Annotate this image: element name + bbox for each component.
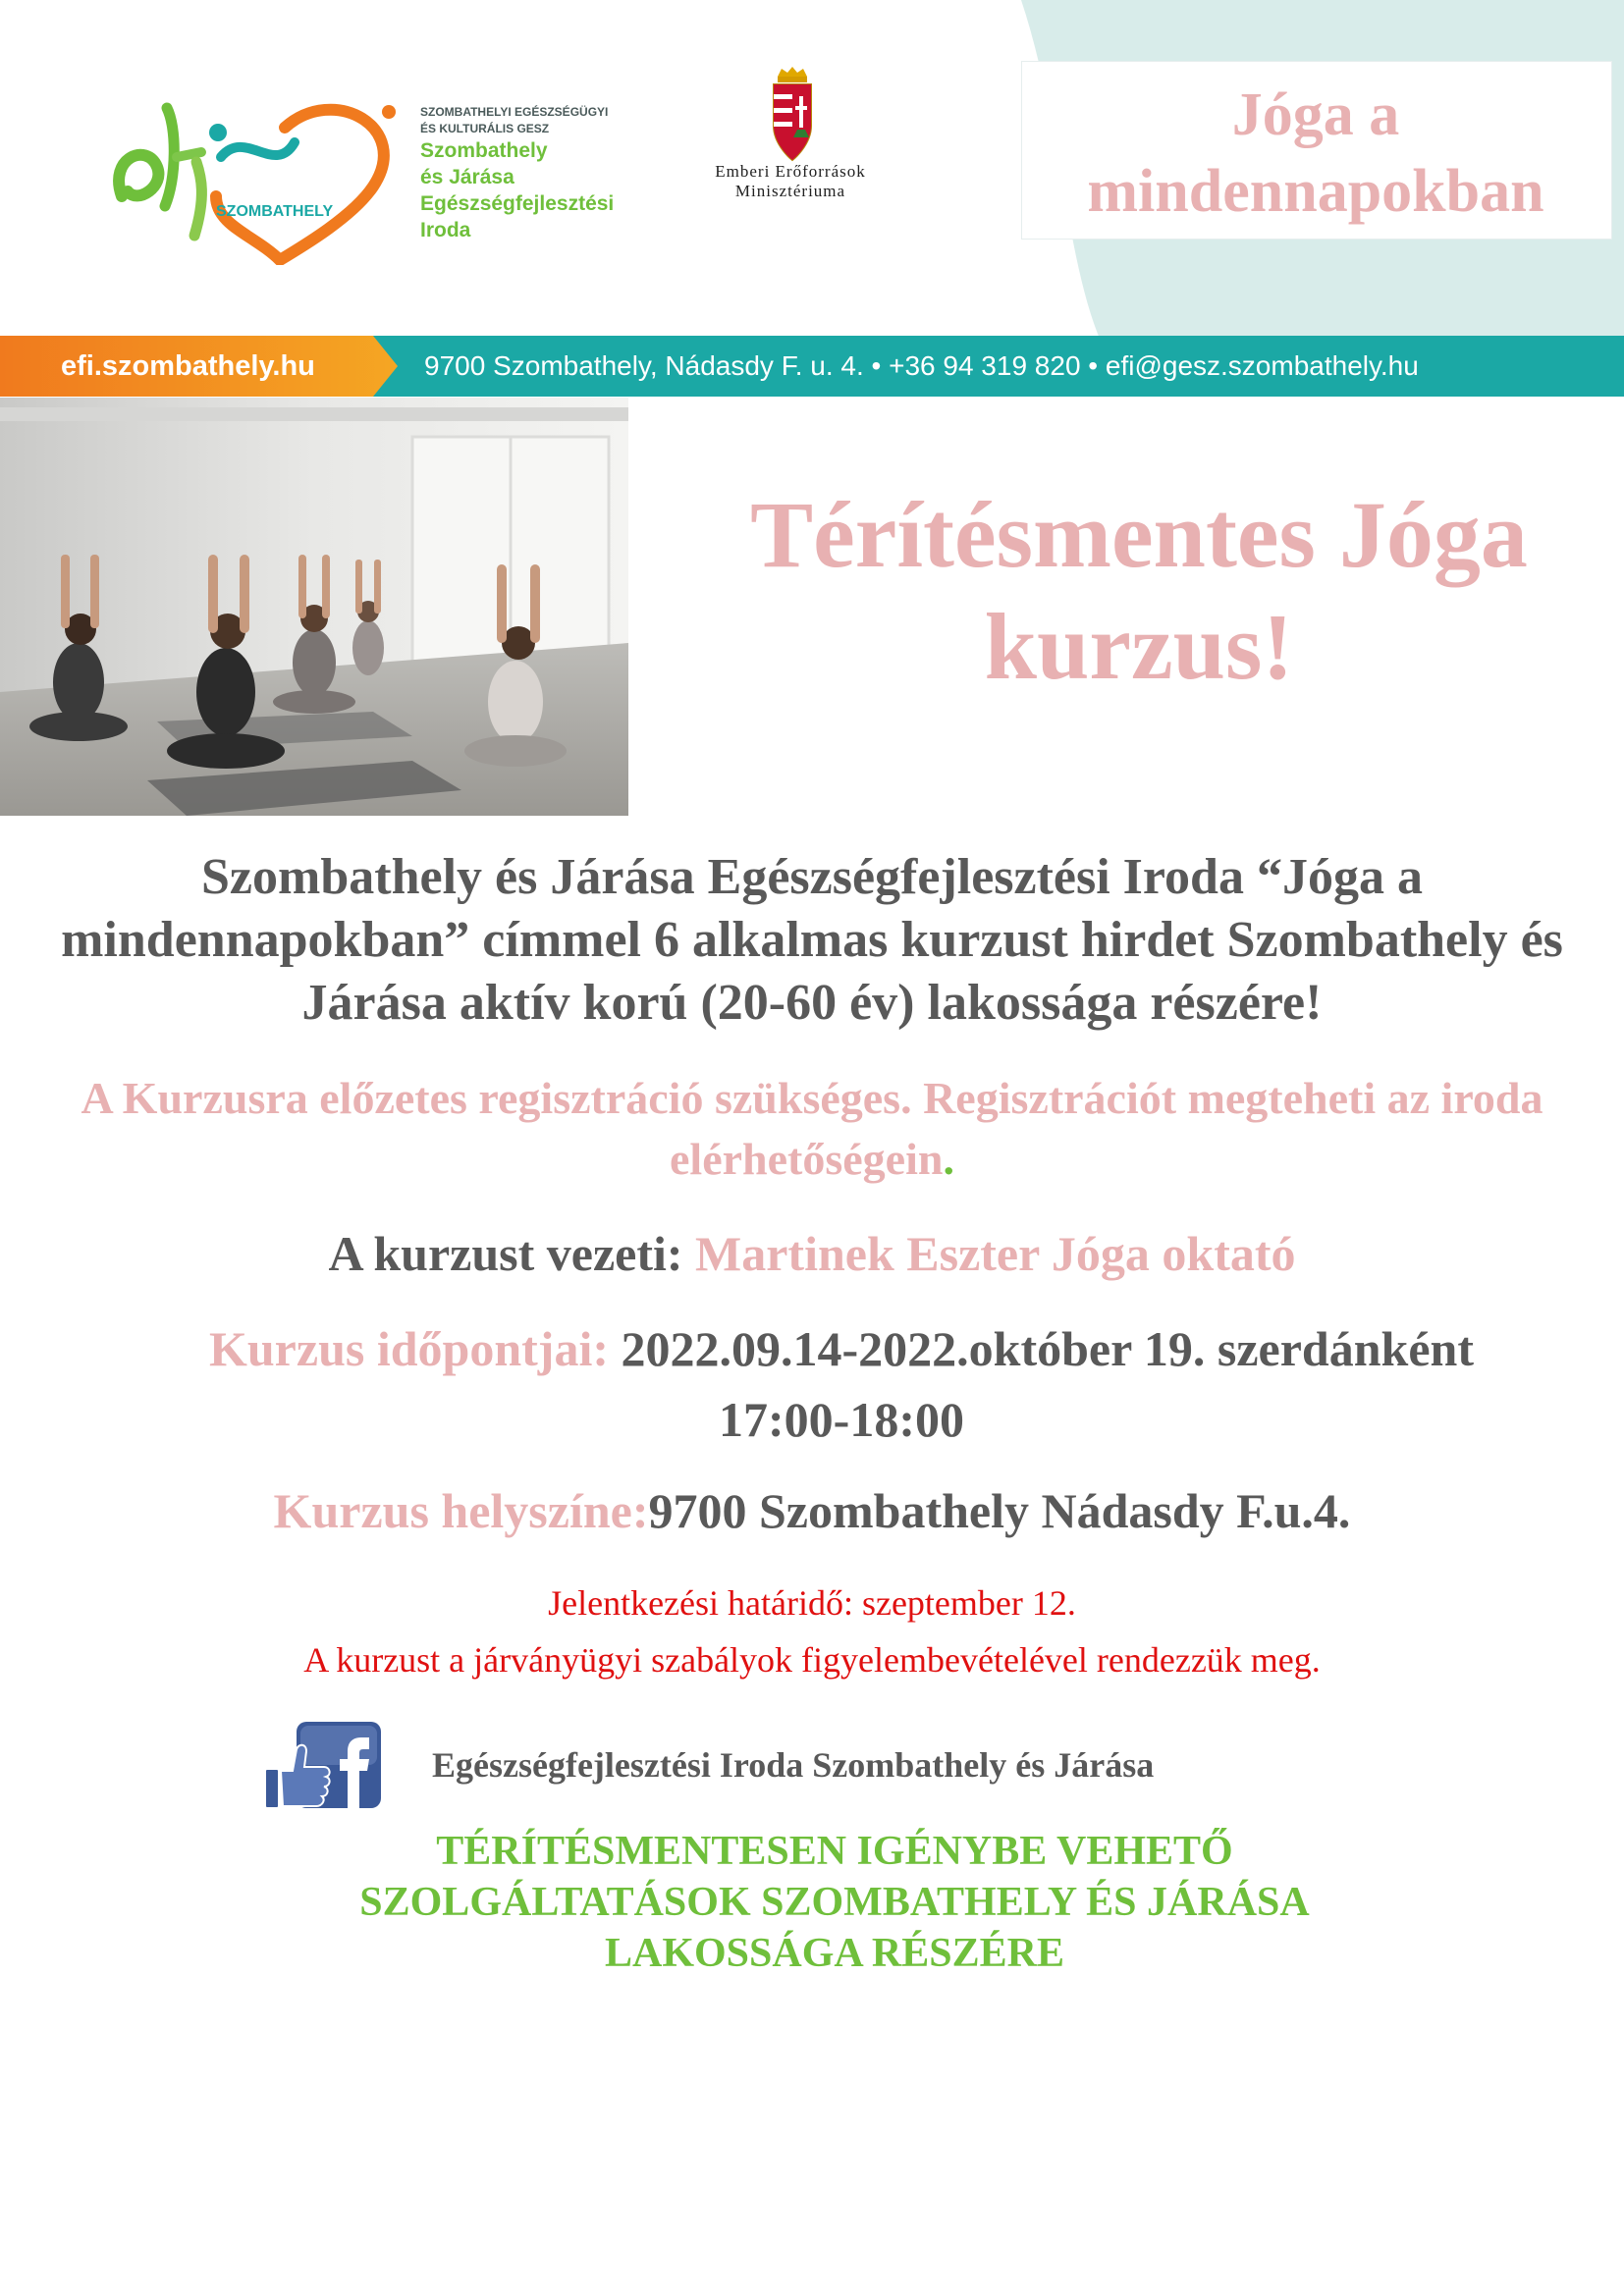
hungarian-crest-icon: [770, 67, 815, 165]
venue-label: Kurzus helyszíne:: [273, 1483, 649, 1538]
headline: Térítésmentes Jóga kurzus!: [750, 482, 1528, 699]
org-green-line: és Járása: [420, 166, 514, 188]
footer-line: TÉRÍTÉSMENTESEN IGÉNYBE VEHETŐ: [436, 1829, 1233, 1874]
leader-name: Martinek Eszter Jóga oktató: [695, 1226, 1296, 1281]
contact-details: 9700 Szombathely, Nádasdy F. u. 4. • +36 94 319 820 • efi@gesz.szombathely.hu: [424, 350, 1419, 381]
registration-dot: .: [943, 1134, 954, 1184]
efi-logo: [108, 88, 412, 265]
website-link[interactable]: efi.szombathely.hu: [61, 350, 315, 382]
schedule-time: 17:00-18:00: [719, 1392, 964, 1447]
free-services-banner: [29, 1826, 1624, 1979]
facebook-like-icon[interactable]: [263, 1720, 383, 1812]
schedule-dates: 2022.09.14-2022.október 19. szerdánként: [621, 1321, 1475, 1376]
deadline-text: Jelentkezési határidő: szeptember 12.: [548, 1583, 1076, 1623]
facebook-page-name[interactable]: Egészségfejlesztési Iroda Szombathely és Járása: [432, 1745, 1155, 1785]
ministry-line: Minisztériuma: [734, 182, 846, 200]
org-green-line: Szombathely: [420, 139, 548, 162]
footer-line: SZOLGÁLTATÁSOK SZOMBATHELY ÉS JÁRÁSA: [359, 1880, 1310, 1925]
intro-paragraph: Szombathely és Járása Egészségfejlesztési Iroda “Jóga a mindennapokban” címmel 6 alkalmas kurzust hirdet Szombathely és Járása aktív korú (20-60 év) lakossága részére!: [61, 849, 1563, 1031]
org-green-line: Egészségfejlesztési: [420, 192, 615, 215]
efi-logo-text: SZOMBATHELY: [216, 203, 334, 220]
course-leader: [29, 1223, 1595, 1284]
org-green-line: Iroda: [420, 219, 471, 241]
footer-line: LAKOSSÁGA RÉSZÉRE: [605, 1931, 1064, 1976]
registration-info: [29, 1068, 1595, 1190]
leader-label: A kurzust vezeti:: [328, 1226, 696, 1281]
registration-text: A Kurzusra előzetes regisztráció szükséges. Regisztrációt megteheti az iroda elérhetőségein: [81, 1073, 1543, 1184]
venue-address: 9700 Szombathely Nádasdy F.u.4.: [648, 1483, 1351, 1538]
course-schedule: [59, 1313, 1624, 1455]
notice: [29, 1575, 1595, 1688]
schedule-label: Kurzus időpontjai:: [208, 1321, 622, 1376]
ministry-line: Emberi Erőforrások: [715, 162, 866, 181]
logo-org-text: [420, 104, 646, 243]
rules-text: A kurzust a járványügyi szabályok figyelembevételével rendezzük meg.: [303, 1640, 1321, 1680]
org-small-line: SZOMBATHELYI EGÉSZSÉGÜGYI: [420, 105, 609, 119]
course-venue: [29, 1480, 1595, 1541]
org-small-line: ÉS KULTURÁLIS GESZ: [420, 122, 550, 135]
ministry-name: [677, 162, 903, 201]
header-title: Jóga a mindennapokban: [1087, 81, 1544, 225]
yoga-class-photo: [0, 398, 628, 816]
